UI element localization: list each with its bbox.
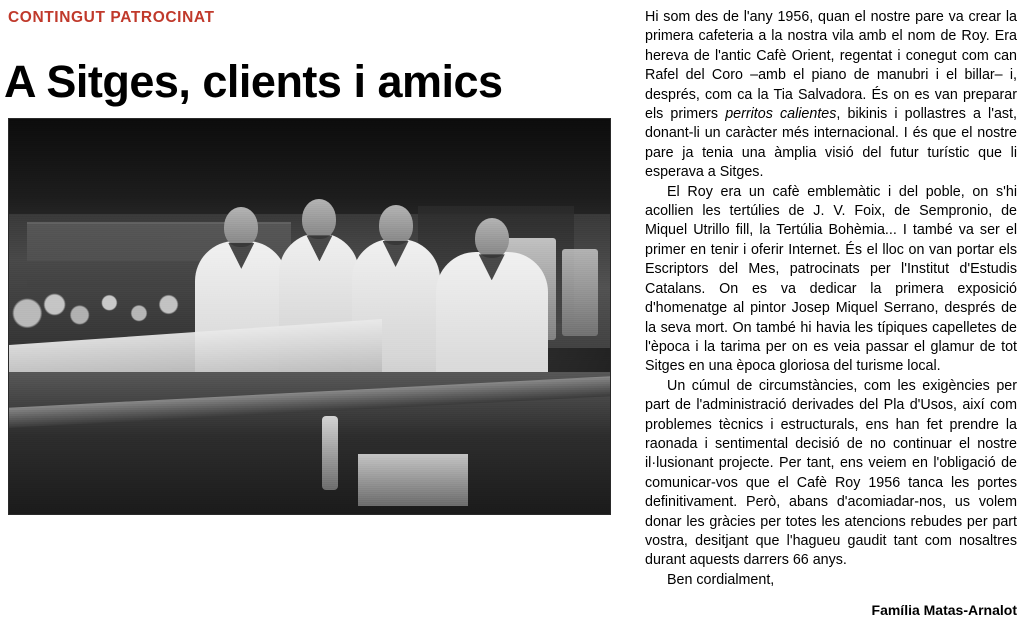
italic-loanword: perritos calientes <box>725 106 837 123</box>
article-body-column <box>645 8 1017 618</box>
photo-waiter-2-head <box>302 199 336 239</box>
photo-image <box>9 119 610 514</box>
photo-waiter-3-collar <box>383 241 409 267</box>
photo-counter-box <box>358 454 468 506</box>
article-photo <box>8 118 611 515</box>
sponsored-content-kicker: CONTINGUT PATROCINAT <box>8 9 215 26</box>
article-paragraph-4: Ben cordialment, <box>667 571 775 588</box>
page-title: A Sitges, clients i amics <box>4 56 503 108</box>
photo-waiter-4-head <box>475 218 509 258</box>
photo-waiter-3-head <box>379 205 413 245</box>
article-paragraph-2: El Roy era un cafè emblemàtic i del poble, on s'hi acollien les tertúlies de J. V. Foix, de Sempronio, de Miquel Utrillo fill, la Tertúlia Bohèmia... I també va ser el primer en tenir i oferir Internet. És el lloc on van portar els Escriptors del Mes, patrocinats per l'Institut d'Estudis Catalans. On es va dedicar la primera exposició d'homenatge al pintor Josep Miquel Serrano, després de la seva mort. On també hi havia les típiques capelletes de l'època i la tarima per on es veia passar el glamur de tot Sitges en una època gloriosa del turisme local. <box>645 183 1017 375</box>
article-signature: Família Matas-Arnalot <box>871 602 1017 618</box>
article-paragraph-3: Un cúmul de circumstàncies, com les exigències per part de l'administració derivades del Pla d'Usos, així com problemes tècnics i estructurals, ens han fet prendre la raonada i sentimental decisió de no continuar el nostre il·lusionant projecte. Per tant, ens veiem en l'obligació de comunicar-vos que el Cafè Roy 1956 tanca les portes definitivament. Però, abans d'acomiadar-nos, us volem donar les gràcies per totes les atencions rebudes per part vostra, desitjant que l'hagueu gaudit tant com nosaltres durant aquests darrers 66 anys. <box>645 377 1017 569</box>
photo-waiter-1-collar <box>228 243 254 269</box>
article-paragraph-1: Hi som des de l'any 1956, quan el nostre pare va crear la primera cafeteria a la nostra vila amb el nom de Roy. Era hereva de l'antic Cafè Orient, regentat i conegut com can Rafel del Coro –amb el piano de manubri i el billar– i, després, com ca la Tia Salvadora. És on es van preparar els primers perritos calientes, bikinis i pollastres a l'ast, donant-li un caràcter més internacional. I és que el nostre pare ja tenia una àmplia visió del futur turístic que li esperava a Sitges. <box>645 9 1017 181</box>
photo-beer-tap <box>322 416 338 490</box>
photo-waiter-4-collar <box>479 254 505 280</box>
photo-waiter-1-head <box>224 207 258 247</box>
photo-waiter-2-collar <box>306 235 332 261</box>
photo-secondary-machine <box>562 249 598 336</box>
